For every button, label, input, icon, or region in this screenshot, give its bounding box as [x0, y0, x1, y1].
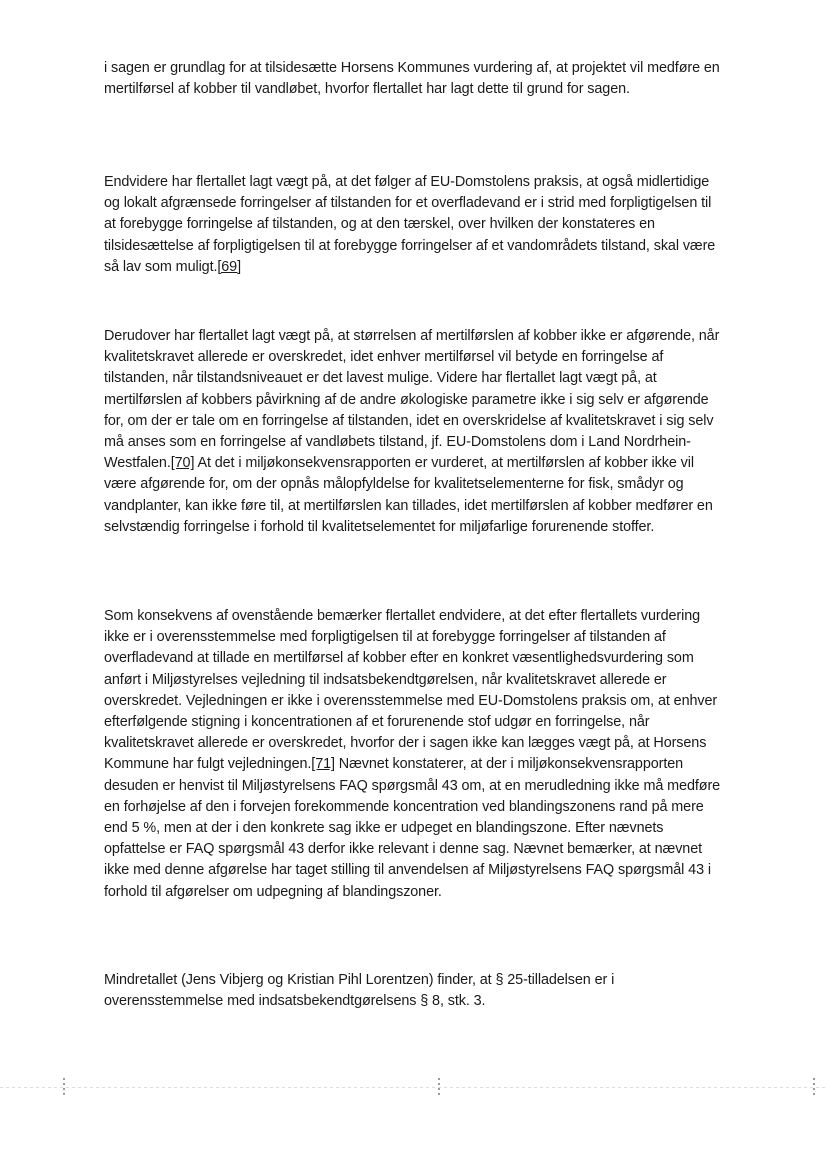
- scan-artifact-mark: [813, 1078, 815, 1096]
- paragraph-3: [104, 326, 726, 538]
- paragraph-4-text-a: Som konsekvens af ovenstående bemærker flertallet endvidere, at det efter flertallets vurdering ikke er i overensstemmelse med forpligtigelsen til at forebygge forringelser af tilstanden af overfladevand at tillade en mertilførsel af kobber efter en konkret væsentlighedsvurdering som anført i Miljøstyrelses vejledning til indsatsbekendtgørelsen, når kvalitetskravet allerede er overskredet. Vejledningen er ikke i overensstemmelse med EU-Domstolens praksis om, at enhver efterfølgende stigning i koncentrationen af et forurenende stof udgør en forringelse, når kvalitetskravet allerede er overskredet, hvorfor der i sagen ikke kan lægges vægt på, at Horsens Kommune har fulgt vejledningen.: [104, 608, 718, 773]
- paragraph-4: [104, 606, 726, 903]
- paragraph-4-text-b: Nævnet konstaterer, at der i miljøkonsekvensrapporten desuden er henvist til Miljøstyrelsens FAQ spørgsmål 43 om, at en merudledning ikke må medføre en forhøjelse af den i forvejen forekommende koncentration ved blandingszonens rand på mere end 5 %, men at der i den konkrete sag ikke er udpeget en blandingszone. Efter nævnets opfattelse er FAQ spørgsmål 43 derfor ikke relevant i denne sag. Nævnet bemærker, at nævnet ikke med denne afgørelse har taget stilling til anvendelsen af Miljøstyrelsens FAQ spørgsmål 43 i forhold til afgørelser om udpegning af blandingszoner.: [104, 756, 721, 900]
- scan-artifact-mark: [63, 1078, 65, 1096]
- footnote-link-70[interactable]: [70]: [170, 455, 195, 472]
- paragraph-2-text: Endvidere har flertallet lagt vægt på, at det følger af EU-Domstolens praksis, at også midlertidige og lokalt afgrænsede forringelser af tilstanden for et overfladevand er i strid med forpligtigelsen til at forebygge forringelse af tilstanden, og at den tærskel, over hvilken der konstateres en tilsidesættelse af forpligtigelsen til at forebygge forringelser af et vandområdets tilstand, skal være så lav som muligt.: [104, 174, 716, 275]
- scan-artifact-line: [0, 1087, 826, 1088]
- paragraph-2: [104, 172, 726, 278]
- paragraph-3-text-a: Derudover har flertallet lagt vægt på, at størrelsen af mertilførslen af kobber ikke er afgørende, når kvalitetskravet allerede er overskredet, idet enhver mertilførsel vil betyde en forringelse af tilstanden, når tilstandsniveauet er det lavest mulige. Videre har flertallet lagt vægt på, at mertilførslen af kobbers påvirkning af de andre økologiske parametre ikke i sig selv er afgørende for, om der er tale om en forringelse af tilstanden, idet en overskridelse af kvalitetskravet i sig selv må anses som en forringelse af vandløbets tilstand, jf. EU-Domstolens dom i Land Nordrhein-Westfalen.: [104, 328, 720, 472]
- footnote-link-71[interactable]: [71]: [311, 756, 335, 773]
- paragraph-5: Mindretallet (Jens Vibjerg og Kristian Pihl Lorentzen) finder, at § 25-tilladelsen er i overensstemmelse med indsatsbekendtgørelsens § 8, stk. 3.: [104, 972, 615, 1010]
- paragraph-3-text-b: At det i miljøkonsekvensrapporten er vurderet, at mertilførslen af kobber ikke vil være afgørende for, om der opnås målopfyldelse for kvalitetselementerne for fisk, smådyr og vandplanter, kan ikke føre til, at mertilførslen kan tillades, idet mertilførslen af kobber medfører en selvstændig forringelse i forhold til kvalitetselementet for miljøfarlige forurenende stoffer.: [104, 455, 713, 535]
- paragraph-1: i sagen er grundlag for at tilsidesætte Horsens Kommunes vurdering af, at projektet vil medføre en mertilførsel af kobber til vandløbet, hvorfor flertallet har lagt dette til grund for sagen.: [104, 60, 720, 98]
- scan-artifact-mark: [438, 1078, 440, 1096]
- footnote-link-69[interactable]: [69]: [217, 258, 241, 275]
